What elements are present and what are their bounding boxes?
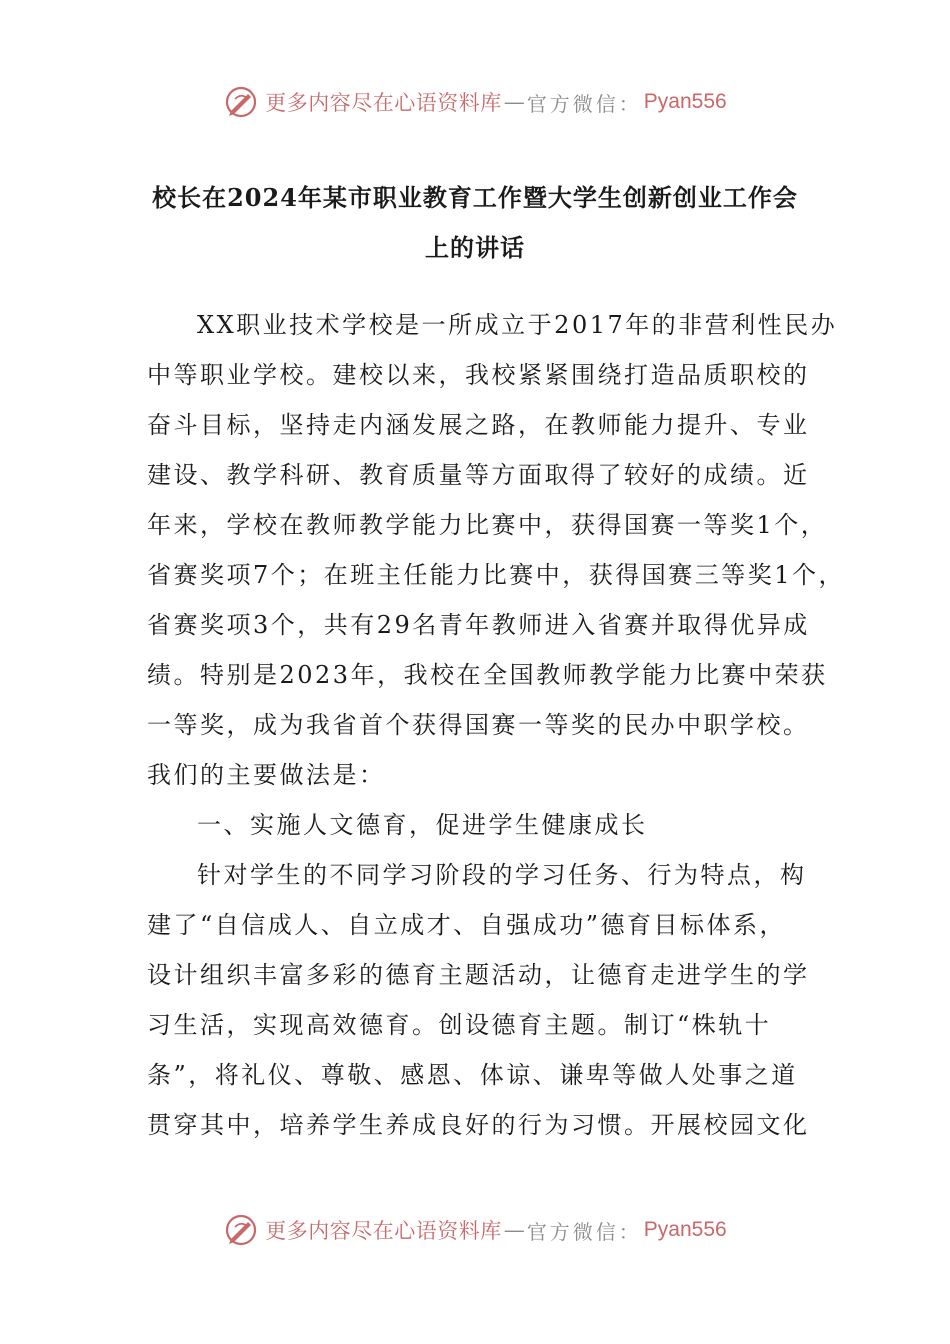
watermark-official-label: 官方微信： [526, 1219, 642, 1244]
watermark-brand-text: 更多内容尽在心语资料库 [265, 91, 502, 115]
watermark-wechat-id: Pyan556 [643, 1218, 727, 1241]
paragraph-line: 奋斗目标，坚持走内涵发展之路，在教师能力提升、专业 [147, 411, 810, 439]
paragraph-line: 建设、教学科研、教育质量等方面取得了较好的成绩。近 [147, 461, 810, 489]
pen-logo-icon [223, 84, 259, 120]
paragraph-line: 一等奖，成为我省首个获得国赛一等奖的民办中职学校。 [147, 711, 810, 739]
document-title-line-2: 上的讲话 [425, 233, 525, 262]
paragraph-line: XX职业技术学校是一所成立于2017年的非营利性民办 [197, 311, 838, 339]
paragraph-line: 贯穿其中，培养学生养成良好的行为习惯。开展校园文化 [147, 1111, 810, 1139]
pen-logo-icon [223, 1212, 259, 1248]
paragraph-line: 我们的主要做法是： [147, 761, 386, 789]
document-title-line-1: 校长在2024年某市职业教育工作暨大学生创新创业工作会 [152, 183, 798, 212]
paragraph-line: 年来，学校在教师教学能力比赛中，获得国赛一等奖1个， [147, 511, 828, 539]
paragraph-line: 中等职业学校。建校以来，我校紧紧围绕打造品质职校的 [147, 361, 810, 389]
watermark-dash: — [503, 1218, 525, 1242]
paragraph-line: 建了“自信成人、自立成才、自强成功”德育目标体系， [147, 911, 787, 939]
section-heading: 一、实施人文德育，促进学生健康成长 [197, 811, 648, 839]
paragraph-line: 省赛奖项3个，共有29名青年教师进入省赛并取得优异成 [147, 611, 810, 639]
watermark-dash: — [503, 90, 525, 114]
paragraph-line: 针对学生的不同学习阶段的学习任务、行为特点，构 [197, 861, 807, 889]
paragraph-line: 条”，将礼仪、尊敬、感恩、体谅、谦卑等做人处事之道 [147, 1061, 798, 1089]
watermark-official-label: 官方微信： [526, 91, 642, 116]
header-watermark [0, 82, 950, 122]
watermark-wechat-id: Pyan556 [643, 90, 727, 113]
paragraph-line: 设计组织丰富多彩的德育主题活动，让德育走进学生的学 [147, 961, 810, 989]
paragraph-line: 习生活，实现高效德育。创设德育主题。制订“株轨十 [147, 1011, 772, 1039]
watermark-brand-text: 更多内容尽在心语资料库 [265, 1219, 502, 1243]
paragraph-line: 省赛奖项7个；在班主任能力比赛中，获得国赛三等奖1个， [147, 561, 846, 589]
footer-watermark [0, 1210, 950, 1250]
document-body [147, 300, 846, 1150]
paragraph-line: 绩。特别是2023年，我校在全国教师教学能力比赛中荣获 [147, 661, 828, 689]
